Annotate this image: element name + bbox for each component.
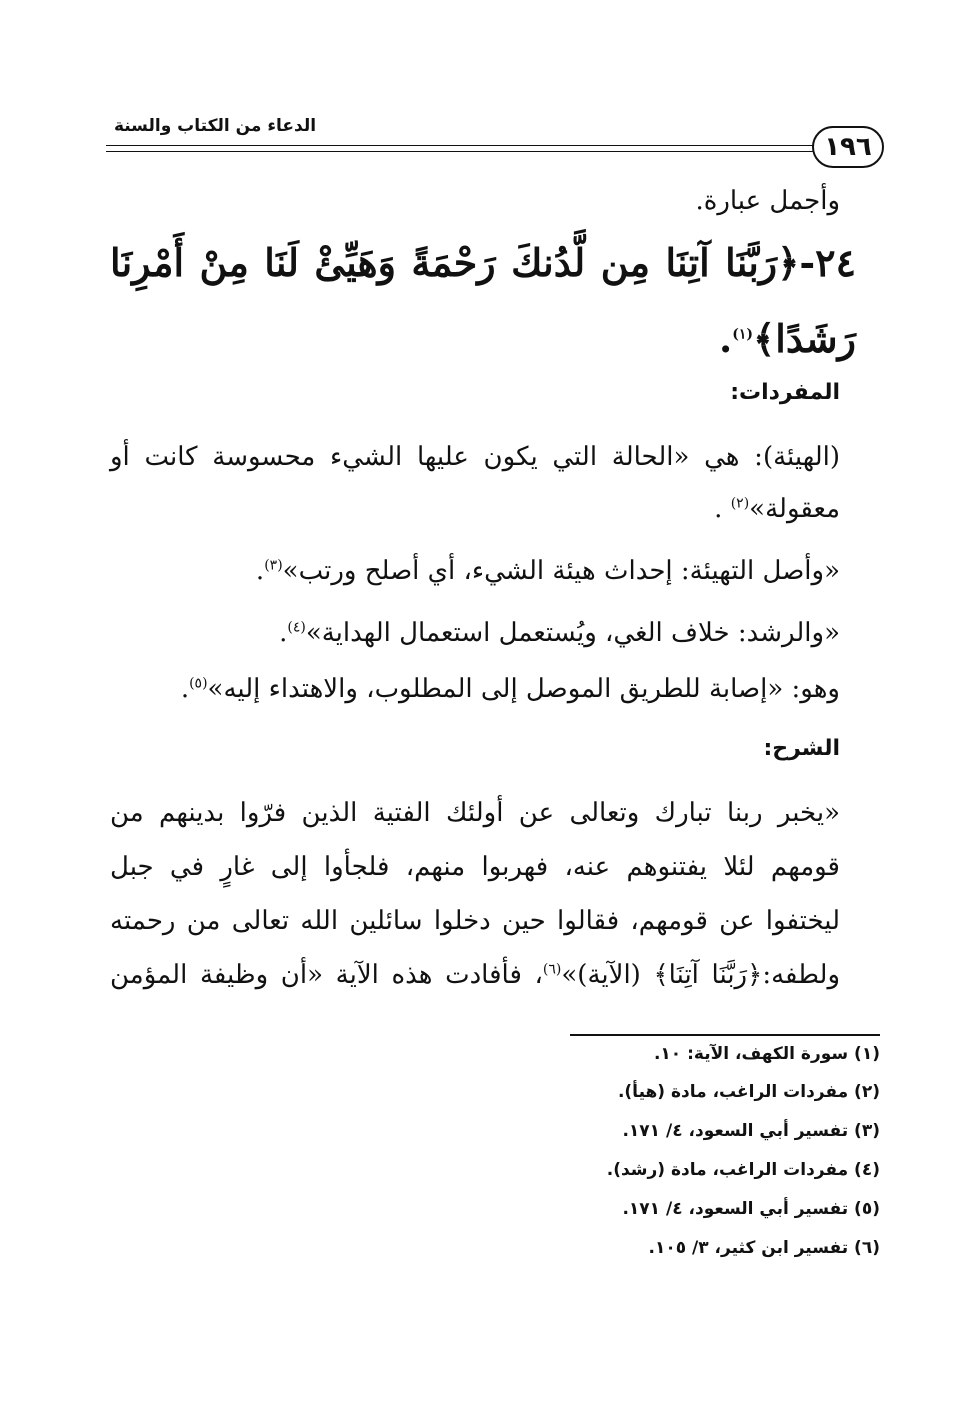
footnote-5: (٥) تفسير أبي السعود، ٤/ ١٧١. [622,1199,880,1219]
footnote-ref-3: (٣) [264,557,283,574]
footnote-separator [570,1034,880,1036]
explanation-line-2: قومهم لئلا يفتنوهم عنه، فهربوا منهم، فلجأوا إلى غارٍ في جبل [110,852,840,882]
vocab-tahyiah-period: . [255,556,265,586]
vocab-rushd-definition-period: . [180,674,190,704]
explanation-line-4-end: ، فأفادت هذه الآية «أن وظيفة المؤمن [110,960,543,990]
vocab-tahyiah-text: «وأصل التهيئة: إحداث هيئة الشيء، أي أصلح ورتب» [282,556,840,586]
vocab-tahyiah [256,556,840,587]
explanation-line-1: «يخبر ربنا تبارك وتعالى عن أولئك الفتية الذين فرّوا بدينهم من [110,798,840,828]
vocab-rushd [279,618,840,649]
heading-explanation: الشرح: [763,736,840,761]
explanation-line-4-start: ولطفه:﴿رَبَّنَا آتِنَا﴾ (الآية)» [561,960,840,990]
footnote-3: (٣) تفسير أبي السعود، ٤/ ١٧١. [622,1121,880,1141]
footnote-ref-1: (١) [732,326,754,343]
vocab-hayah-end: معقولة» [749,494,840,524]
vocab-rushd-text: «والرشد: خلاف الغي، ويُستعمل استعمال الهداية» [305,618,840,648]
vocab-hayah-line-1: (الهيئة): هي «الحالة التي يكون عليها الشيء محسوسة كانت أو [110,442,840,472]
body-line-intro: وأجمل عبارة. [695,186,840,216]
vocab-hayah-line-2 [714,494,840,525]
footnote-6: (٦) تفسير ابن كثير، ٣/ ١٠٥. [648,1238,880,1258]
verse-line-1: ٢٤-﴿رَبَّنَا آتِنَا مِن لَّدُنكَ رَحْمَةً وَهَيِّئْ لَنَا مِنْ أَمْرِنَا [110,240,856,285]
footnote-2: (٢) مفردات الراغب، مادة (هيأ). [617,1082,880,1102]
heading-vocabulary: المفردات: [730,380,840,405]
footnote-ref-6: (٦) [542,961,562,978]
footnote-ref-5: (٥) [189,675,208,692]
verse-period: . [719,316,733,361]
explanation-line-4 [110,960,840,991]
footnote-ref-4: (٤) [287,619,306,636]
page-number: ١٩٦ [812,126,884,168]
header-rule [106,145,820,152]
verse-text-end: رَشَدًا﴾ [753,316,856,361]
footnote-1: (١) سورة الكهف، الآية: ١٠. [653,1044,880,1064]
running-title: الدعاء من الكتاب والسنة [113,116,317,136]
footnote-4: (٤) مفردات الراغب، مادة (رشد). [606,1160,880,1180]
explanation-line-3: ليختفوا عن قومهم، فقالوا حين دخلوا سائلين الله تعالى من رحمته [110,906,840,936]
verse-line-2 [719,316,856,362]
vocab-rushd-definition [181,674,840,705]
vocab-hayah-period: . [714,494,731,524]
vocab-rushd-definition-text: وهو: «إصابة للطريق الموصل إلى المطلوب، والاهتداء إليه» [207,674,840,704]
vocab-rushd-period: . [279,618,288,648]
footnote-ref-2: (٢) [730,495,750,512]
